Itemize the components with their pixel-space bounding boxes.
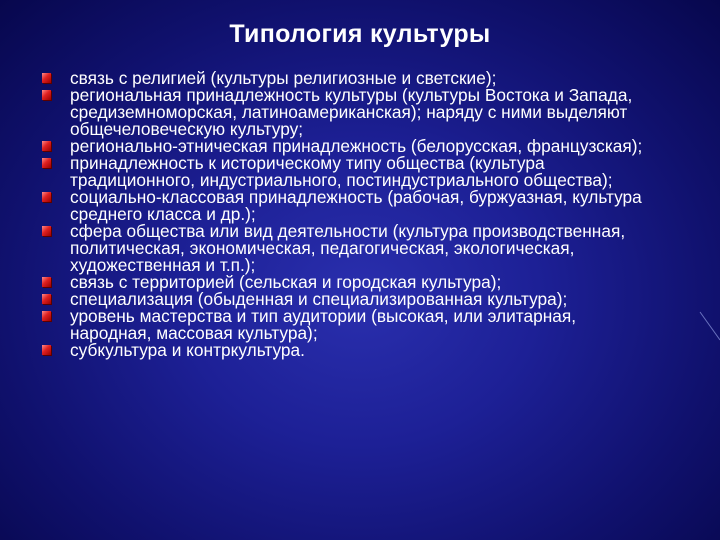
bullet-item (40, 87, 660, 138)
bullet-text: специализация (обыденная и специализированная культура); (70, 289, 568, 309)
bullet-item (40, 308, 660, 342)
square-bullet-icon (42, 226, 51, 236)
bullet-text: субкультура и контркультура. (70, 340, 305, 360)
bullet-text: региональная принадлежность культуры (культуры Востока и Запада, средиземноморская, латиноамериканская); наряду с ними выделяют общечеловеческую культуру; (70, 85, 633, 139)
square-bullet-icon (42, 90, 51, 100)
square-bullet-icon (42, 345, 51, 355)
decorative-accent-line (696, 300, 720, 360)
square-bullet-icon (42, 158, 51, 168)
bullet-item (40, 223, 660, 274)
square-bullet-icon (42, 277, 51, 287)
bullet-item (40, 155, 660, 189)
square-bullet-icon (42, 311, 51, 321)
slide-title: Типология культуры (229, 20, 491, 48)
bullet-item (40, 189, 660, 223)
bullet-text: принадлежность к историческому типу общества (культура традиционного, индустриального, постиндустриального общества); (70, 153, 613, 190)
bullet-text: социально-классовая принадлежность (рабочая, буржуазная, культура среднего класса и др.); (70, 187, 642, 224)
bullet-item (40, 342, 660, 359)
bullet-text: регионально-этническая принадлежность (белорусская, французская); (70, 136, 643, 156)
square-bullet-icon (42, 294, 51, 304)
bullet-text: связь с религией (культуры религиозные и светские); (70, 68, 497, 88)
bullet-text: уровень мастерства и тип аудитории (высокая, или элитарная, народная, массовая культура); (70, 306, 577, 343)
bullet-text: связь с территорией (сельская и городская культура); (70, 272, 502, 292)
bullet-text: сфера общества или вид деятельности (культура производственная, политическая, экономическая, педагогическая, экологическая, художественная и т.п.); (70, 221, 626, 275)
square-bullet-icon (42, 141, 51, 151)
square-bullet-icon (42, 192, 51, 202)
bullet-list (40, 70, 660, 359)
square-bullet-icon (42, 73, 51, 83)
